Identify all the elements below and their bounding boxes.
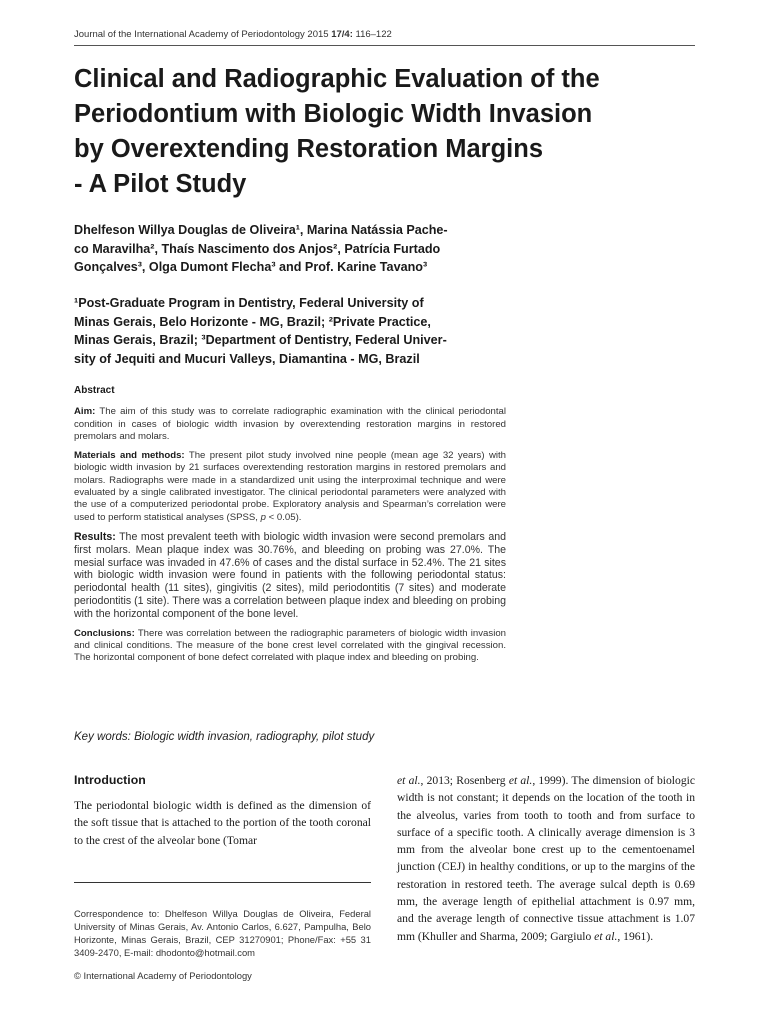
methods-p-symbol: p bbox=[260, 511, 266, 523]
citation-et-al: et al. bbox=[508, 774, 533, 787]
copyright-notice: © International Academy of Periodontology bbox=[74, 970, 252, 981]
body-text: , 1961). bbox=[617, 929, 654, 943]
citation-et-al: et al. bbox=[594, 929, 618, 943]
conclusions-label: Conclusions: bbox=[74, 627, 135, 639]
aim-text: The aim of this study was to correlate radiographic examination with the clinical periodontal condition in cases of biologic width invasion by overextending restoration margins in restored premolars and molars. bbox=[74, 406, 506, 442]
citation-et-al: et al. bbox=[397, 774, 421, 787]
correspondence-note: Correspondence to: Dhelfeson Willya Douglas de Oliveira, Federal University of Minas Gerais, Av. Antonio Carlos, 6.627, Pampulha, Belo Horizonte, Minas Gerais, Brazil, CEP 31270901; Phone/Fax: +55 31 3409-2470, E-mail: dhodonto@hotmail.com bbox=[74, 908, 371, 959]
journal-name: Journal of the International Academy of Periodontology 2015 bbox=[74, 29, 332, 40]
introduction-left-column: The periodontal biologic width is defined as the dimension of the soft tissue that is attached to the portion of the tooth coronal to the crest of the alveolar bone (Tomar bbox=[74, 799, 371, 847]
affiliation-line: Minas Gerais, Belo Horizonte - MG, Brazil; ²Private Practice, bbox=[74, 314, 431, 329]
footnote-divider bbox=[74, 882, 371, 883]
methods-text: The present pilot study involved nine people (mean age 32 years) with biologic width invasion by 21 surfaces overextending restoration margins in restored premolars and molars. Radiographs were made in a standardized unit using the interproximal technique and were evaluated by a single calibrated investigator. The clinical periodontal parameters were analyzed with the use of a computerized periodontal probe. Exploratory analysis and Spearman’s correlation were used to perform statistical analyses (SPSS, bbox=[74, 450, 507, 523]
keywords: Key words: Biologic width invasion, radiography, pilot study bbox=[74, 731, 375, 743]
affiliation-line: Minas Gerais, Brazil; ³Department of Dentistry, Federal Univer- bbox=[74, 333, 447, 347]
results-text: The most prevalent teeth with biologic width invasion were second premolars and first molars. Mean plaque index was 30.76%, and bleeding on probing was 27.0%. The mesial surface was invaded in 47.6% of cases and the distal surface in 52.4%. The 21 sites with biologic width invasion were found in patients with the following periodontal status: periodontal health (11 sites), gingivitis (2 sites), mild periodontitis (7 sites) and moderate periodontitis (1 site). There was a correlation between plaque index and bleeding on probing with the horizontal component of the bone level. bbox=[74, 530, 506, 620]
abstract-heading: Abstract bbox=[74, 385, 115, 396]
introduction-heading: Introduction bbox=[74, 773, 146, 787]
results-label: Results: bbox=[74, 530, 116, 543]
conclusions-text: There was correlation between the radiographic parameters of biologic width invasion and clinical conditions. The measure of the bone crest level correlated with the gingival recession. The horizontal component of bone defect correlated with plaque index and bleeding on probing. bbox=[74, 627, 506, 664]
paper-title bbox=[74, 62, 704, 202]
header-divider bbox=[74, 45, 695, 46]
author-line: Dhelfeson Willya Douglas de Oliveira¹, Marina Natássia Pache- bbox=[74, 223, 448, 237]
methods-label: Materials and methods: bbox=[74, 450, 185, 462]
journal-volume: 17/4: bbox=[331, 29, 353, 40]
abstract-conclusions bbox=[74, 628, 506, 665]
body-text: , 2013; Rosenberg bbox=[420, 774, 509, 787]
aim-label: Aim: bbox=[74, 406, 96, 418]
abstract-methods bbox=[74, 450, 506, 524]
author-line: Gonçalves³, Olga Dumont Flecha³ and Prof. Karine Tavano³ bbox=[74, 260, 428, 274]
body-text: , 1999). The dimension of biologic width is not constant; it depends on the location of the tooth in the alveolus, varies from tooth to tooth and from surface to surface of a specific tooth. A clinically average dimension is 3 mm from the alveolar bone crest up to the cementoenamel junction (CEJ) in healthy conditions, or up to the margins of the restoration in restored teeth. The average sulcal depth is 0.69 mm, the average length of epithelial attachment is 0.97 mm, and the average length of connective tissue attachment is 1.07 mm (Khuller and Sharma, 2009; Gargiulo bbox=[397, 774, 695, 943]
methods-text-end: < 0.05). bbox=[265, 511, 302, 523]
title-line: Clinical and Radiographic Evaluation of the bbox=[74, 65, 600, 93]
affiliation-list bbox=[74, 294, 514, 368]
journal-header bbox=[74, 29, 392, 40]
journal-pages: 116–122 bbox=[352, 29, 392, 40]
abstract bbox=[74, 385, 506, 671]
author-list bbox=[74, 221, 514, 277]
title-line: - A Pilot Study bbox=[74, 170, 247, 198]
abstract-aim bbox=[74, 406, 506, 443]
introduction-right-column bbox=[397, 772, 695, 945]
abstract-results bbox=[74, 531, 506, 621]
title-line: Periodontium with Biologic Width Invasion bbox=[74, 100, 593, 128]
affiliation-line: sity of Jequiti and Mucuri Valleys, Diamantina - MG, Brazil bbox=[74, 351, 420, 366]
affiliation-line: ¹Post-Graduate Program in Dentistry, Federal University of bbox=[74, 296, 424, 310]
author-line: co Maravilha², Thaís Nascimento dos Anjos², Patrícia Furtado bbox=[74, 241, 441, 256]
title-line: by Overextending Restoration Margins bbox=[74, 135, 544, 163]
